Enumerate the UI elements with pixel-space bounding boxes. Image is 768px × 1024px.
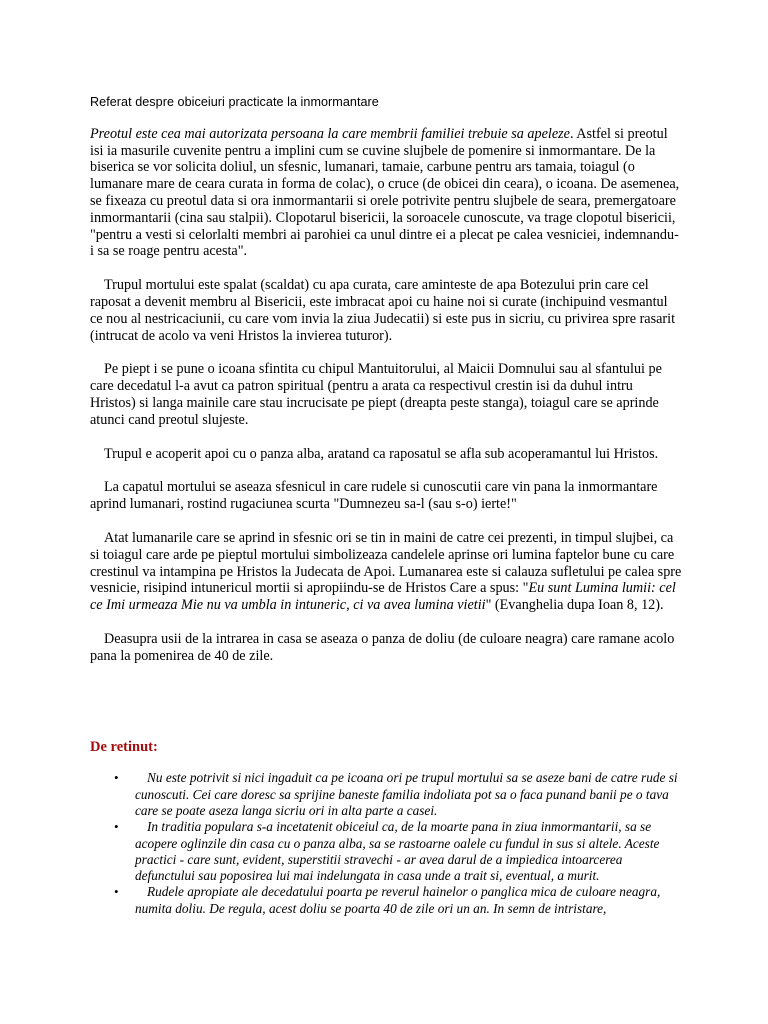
paragraph-5: La capatul mortului se aseaza sfesnicul in care rudele si cunoscutii care vin pana la inmormantare aprind lumanari, rostind rugaciunea scurta "Dumnezeu sa-l (sau s-o) ierte!" [90, 479, 658, 513]
retinut-list [90, 770, 682, 917]
paragraph-6 [90, 530, 682, 614]
list-item [90, 884, 682, 917]
list-item-text: In traditia populara s-a incetatenit obiceiul ca, de la moarte pana in ziua inmormantarii, sa se acopere oglinzile din casa cu o panza alba, sa se rastoarne oalele cu fundul in sus si altele. Aceste practici - care sunt, evident, superstitii stravechi - ar avea darul de a impiedica intoarcerea defunctului sau poposirea lui mai indelungata in casa unde a trait si, eventual, a murit. [135, 819, 660, 884]
paragraph-6-part2: " (Evanghelia dupa Ioan 8, 12). [485, 597, 664, 614]
paragraph-4: Trupul e acoperit apoi cu o panza alba, aratand ca raposatul se afla sub acoperamantul lui Hristos. [104, 445, 659, 462]
paragraph-2: Trupul mortului este spalat (scaldat) cu apa curata, care aminteste de apa Botezului prin care cel raposat a devenit membru al Bisericii, este imbracat apoi cu haine noi si curate (inchipuind vesmantul ce nou al nestricaciunii, cu care vom invia la ziua Judecatii) si este pus in sicriu, cu privirea spre rasarit (intrucat de acolo va veni Hristos la invierea tuturor). [90, 277, 676, 344]
paragraph-1 [90, 126, 682, 260]
bullet-icon: • [114, 770, 119, 786]
section-spacer [90, 682, 682, 739]
gospel-quote: Eu sunt Lumina lumii: cel ce Imi urmeaza Mie nu va umbla in intuneric, ci va avea lumina vietii [90, 580, 676, 614]
document-page [90, 94, 682, 917]
paragraph-3: Pe piept i se pune o icoana sfintita cu chipul Mantuitorului, al Maicii Domnului sau al sfantului pe care decedatul l-a avut ca patron spiritual (pentru a arata ca respectivul crestin isi da duhul intru Hristos) si langa mainile care stau incrucisate pe piept (dreapta peste stanga), toiagul care se aprinde atunci cand preotul slujeste. [90, 361, 662, 428]
document-title: Referat despre obiceiuri practicate la inmormantare [90, 95, 379, 109]
paragraph-1-lead: Preotul este cea mai autorizata persoana la care membrii familiei trebuie sa apeleze [90, 125, 570, 142]
list-item [90, 819, 682, 884]
list-item-text: Rudele apropiate ale decedatului poarta pe reverul hainelor o panglica mica de culoare neagra, numita doliu. De regula, acest doliu se poarta 40 de zile ori un an. In semn de intristare, [135, 884, 661, 916]
list-item [90, 770, 682, 819]
retinut-heading: De retinut: [90, 738, 158, 755]
list-item-text: Nu este potrivit si nici ingaduit ca pe icoana ori pe trupul mortului sa se aseze bani de catre rude si cunoscuti. Cei care doresc sa sprijine baneste familia indoliata pot sa o faca punand banii pe o tava care se poate aseza langa sicriu ori in alta parte a casei. [135, 770, 678, 818]
paragraph-1-rest: . Astfel si preotul isi ia masurile cuvenite pentru a implini cum se cuvine slujbele de pomenire si inmormantare. De la biserica se vor solicita doliul, un sfesnic, lumanari, tamaie, carbune pentru ars tamaia, toiagul (o lumanare mare de ceara curata in forma de colac), o cruce (de obicei din ceara), o icoana. De asemenea, se fixeaza cu preotul data si ora inmormantarii si orele potrivite pentru slujbele de seara, premergatoare inmormantarii (cina sau stalpii). Clopotarul bisericii, la soroacele cunoscute, va trage clopotul bisericii, "pentru a vesti si celorlalti membri ai parohiei ca unul dintre ei a plecat pe calea vesniciei, indemnandu-i sa se roage pentru acesta". [90, 125, 680, 260]
paragraph-6-part1: Atat lumanarile care se aprind in sfesnic ori se tin in maini de catre cei prezenti, in timpul slujbei, ca si toiagul care arde pe pieptul mortului simbolizeaza candelele aprinse ori lumina faptelor bune cu care crestinul va intampina pe Hristos la Judecata de Apoi. Lumanarea este si calauza sufletului pe calea spre vesnicie, risipind intunericul mortii si apropiindu-se de Hristos Care a spus: " [90, 529, 682, 597]
paragraph-7: Deasupra usii de la intrarea in casa se aseaza o panza de doliu (de culoare neagra) care ramane acolo pana la pomenirea de 40 de zile. [90, 630, 675, 664]
bullet-icon: • [114, 819, 119, 835]
bullet-icon: • [114, 884, 119, 900]
